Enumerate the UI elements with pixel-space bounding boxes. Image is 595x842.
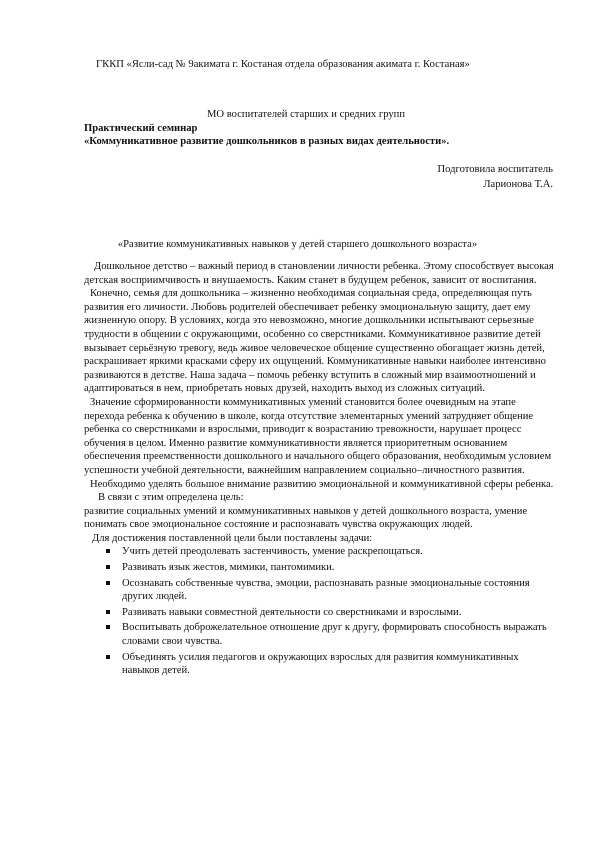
bullet-icon bbox=[106, 565, 110, 569]
list-item: Осознавать собственные чувства, эмоции, распознавать разные эмоциональные состояния других людей. bbox=[84, 577, 554, 604]
list-item: Развивать навыки совместной деятельности со сверстниками и взрослыми. bbox=[84, 606, 554, 620]
paragraph: Необходимо уделять большое внимание развитию эмоциональной и коммуникативной сферы ребенка. bbox=[90, 478, 554, 490]
paragraph: Дошкольное детство – важный период в становлении личности ребенка. Этому способствует высокая детская восприимчивость и внушаемость. Каким станет в будущем ребенок, зависит от воспитания. bbox=[84, 261, 554, 286]
paragraph: Конечно, семья для дошкольника – жизненно необходимая социальная среда, определяющая путь развития его личности. Любовь родителей обеспечивает ребенку эмоциональную защиту, дает ему жизненную опору. В условиях, когда это невозможно, многие дошкольники испытывают серьезные трудности в общении с окружающими, особенно со сверстниками. Коммуникативное развитие детей вызывает серьёзную тревогу, ведь живое человеческое общение существенно обогащает жизнь детей, раскрашивает яркими красками сферу их ощущений. Коммуникативные навыки наиболее интенсивно развиваются в детстве. Наша задача – помочь ребенку вступить в сложный мир взаимоотношений и адаптироваться в нем, приобретать новых друзей, находить выход из сложных ситуаций. bbox=[84, 288, 546, 395]
seminar-audience: МО воспитателей старших и средних групп bbox=[207, 109, 405, 120]
article-body bbox=[84, 260, 554, 680]
goal-label: В связи с этим определена цель: bbox=[98, 492, 244, 504]
bullet-icon bbox=[106, 549, 110, 553]
paragraph: Значение сформированности коммуникативных умений становится более очевидным на этапе перехода ребенка к обучению в школе, когда отсутствие элементарных умений затрудняет общение ребенка со сверстниками и взрослыми, приводит к возрастанию тревожности, нарушает процесс обучения в целом. Именно развитие коммуникативности является приоритетным основанием обеспечения преемственности дошкольного и начального общего образования, необходимым условием успешности учебной деятельности, важнейшим направлением социально–личностного развития. bbox=[84, 396, 552, 476]
bullet-icon bbox=[106, 581, 110, 585]
bullet-icon bbox=[106, 625, 110, 629]
tasks-list bbox=[84, 545, 554, 677]
bullet-icon bbox=[106, 610, 110, 614]
tasks-intro: Для достижения поставленной цели были поставлены задачи: bbox=[92, 532, 373, 544]
prepared-by-label: Подготовила воспитатель bbox=[437, 164, 553, 175]
seminar-type: Практический семинар bbox=[84, 123, 198, 134]
goal-text: развитие социальных умений и коммуникативных навыков у детей дошкольного возраста, умение понимать свое эмоциональное состояние и распознавать чувства окружающих людей. bbox=[84, 505, 528, 531]
seminar-topic: «Коммуникативное развитие дошкольников в разных видах деятельности». bbox=[84, 136, 450, 147]
list-item: Объединять усилия педагогов и окружающих взрослых для развития коммуникативных навыков детей. bbox=[84, 651, 554, 678]
article-title: «Развитие коммуникативных навыков у детей старшего дошкольного возраста» bbox=[117, 239, 478, 250]
list-item: Учить детей преодолевать застенчивость, умение раскрепощаться. bbox=[84, 545, 554, 559]
bullet-icon bbox=[106, 655, 110, 659]
author-name: Ларионова Т.А. bbox=[483, 179, 553, 190]
list-item: Воспитывать доброжелательное отношение друг к другу, формировать способность выражать словами свои чувства. bbox=[84, 621, 554, 648]
organization-header: ГККП «Ясли-сад № 9акимата г. Костаная отдела образования акимата г. Костаная» bbox=[96, 59, 470, 70]
list-item: Развивать язык жестов, мимики, пантомимики. bbox=[84, 561, 554, 575]
